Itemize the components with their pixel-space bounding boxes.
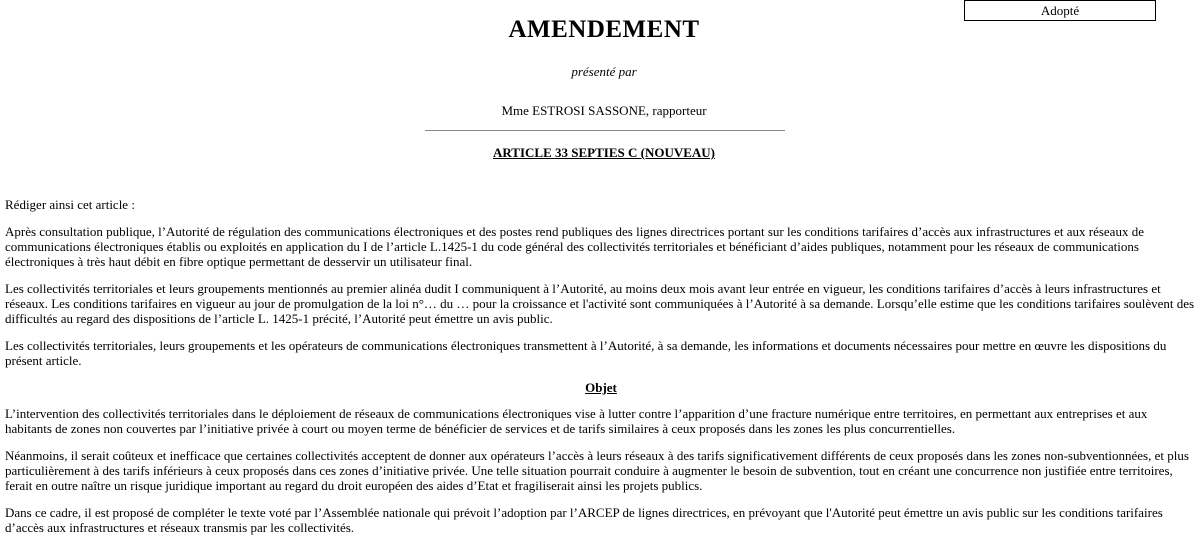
objet-paragraph: Néanmoins, il serait coûteux et inefficace que certaines collectivités acceptent de donner aux opérateurs l’accès à leurs réseaux à des tarifs significativement différents de ceux proposés dans les zones non-subventionnées, et plus particulièrement à des tarifs inférieurs à ceux proposés dans ces zones d’initiative privée. Une telle situation pourrait conduire à augmenter le besoin de subvention, tout en créant une concurrence non justifiée entre territoires, ferait en outre naître un risque juridique important au regard du droit européen des aides d’Etat et fragiliserait ainsi les projets publics. [5,448,1189,493]
objet-paragraph: L’intervention des collectivités territoriales dans le déploiement de réseaux de communications électroniques vise à lutter contre l’apparition d’une fracture numérique entre territoires, en permettant aux entreprises et aux habitants de zones non couvertes par l’initiative privée à court ou moyen terme de bénéficier de services et de tarifs similaires à ceux proposés dans les zones les plus concurrentielles. [5,406,1148,436]
article-title: ARTICLE 33 SEPTIES C (NOUVEAU) [492,145,716,160]
amendment-body [5,197,1197,547]
header-divider [425,130,785,131]
document-title: AMENDEMENT [508,16,700,43]
dispositif-intro: Rédiger ainsi cet article : [5,197,135,212]
dispositif-paragraph: Après consultation publique, l’Autorité de régulation des communications électroniques et des postes rend publiques des lignes directrices portant sur les conditions tarifaires d’accès aux infrastructures et aux réseaux de communications électroniques établis ou exploités en application du I de l’article L.1425-1 du code général des collectivités territoriales et bénéficiant d’aides publiques, notamment pour les réseaux de communications électroniques à très haut débit en fibre optique permettant de desservir un utilisateur final. [5,224,1144,269]
dispositif-paragraph: Les collectivités territoriales et leurs groupements mentionnés au premier alinéa dudit I communiquent à l’Autorité, au moins deux mois avant leur entrée en vigueur, les conditions tarifaires d’accès à leurs infrastructures et réseaux. Les conditions tarifaires en vigueur au jour de promulgation de la loi n°… du … pour la croissance et l'activité sont communiquées à l’Autorité à sa demande. Lorsqu’elle estime que les conditions tarifaires soulèvent des difficultés au regard des dispositions de l’article L. 1425-1 précité, l’Autorité peut émettre un avis public. [5,281,1195,326]
author-line: Mme ESTROSI SASSONE, rapporteur [501,103,707,118]
dispositif-paragraph: Les collectivités territoriales, leurs groupements et les opérateurs de communications électroniques transmettent à l’Autorité, à sa demande, les informations et documents nécessaires pour mettre en œuvre les dispositions du présent article. [5,338,1167,368]
objet-paragraph: Dans ce cadre, il est proposé de compléter le texte voté par l’Assemblée nationale qui prévoit l’adoption par l’ARCEP de lignes directrices, en prévoyant que l'Autorité peut émettre un avis public sur les conditions tarifaires d’accès aux infrastructures et réseaux transmis par les collectivités. [5,505,1163,535]
status-badge: Adopté [964,0,1156,21]
objet-heading: Objet [585,380,617,395]
presented-by-label: présenté par [571,64,637,79]
